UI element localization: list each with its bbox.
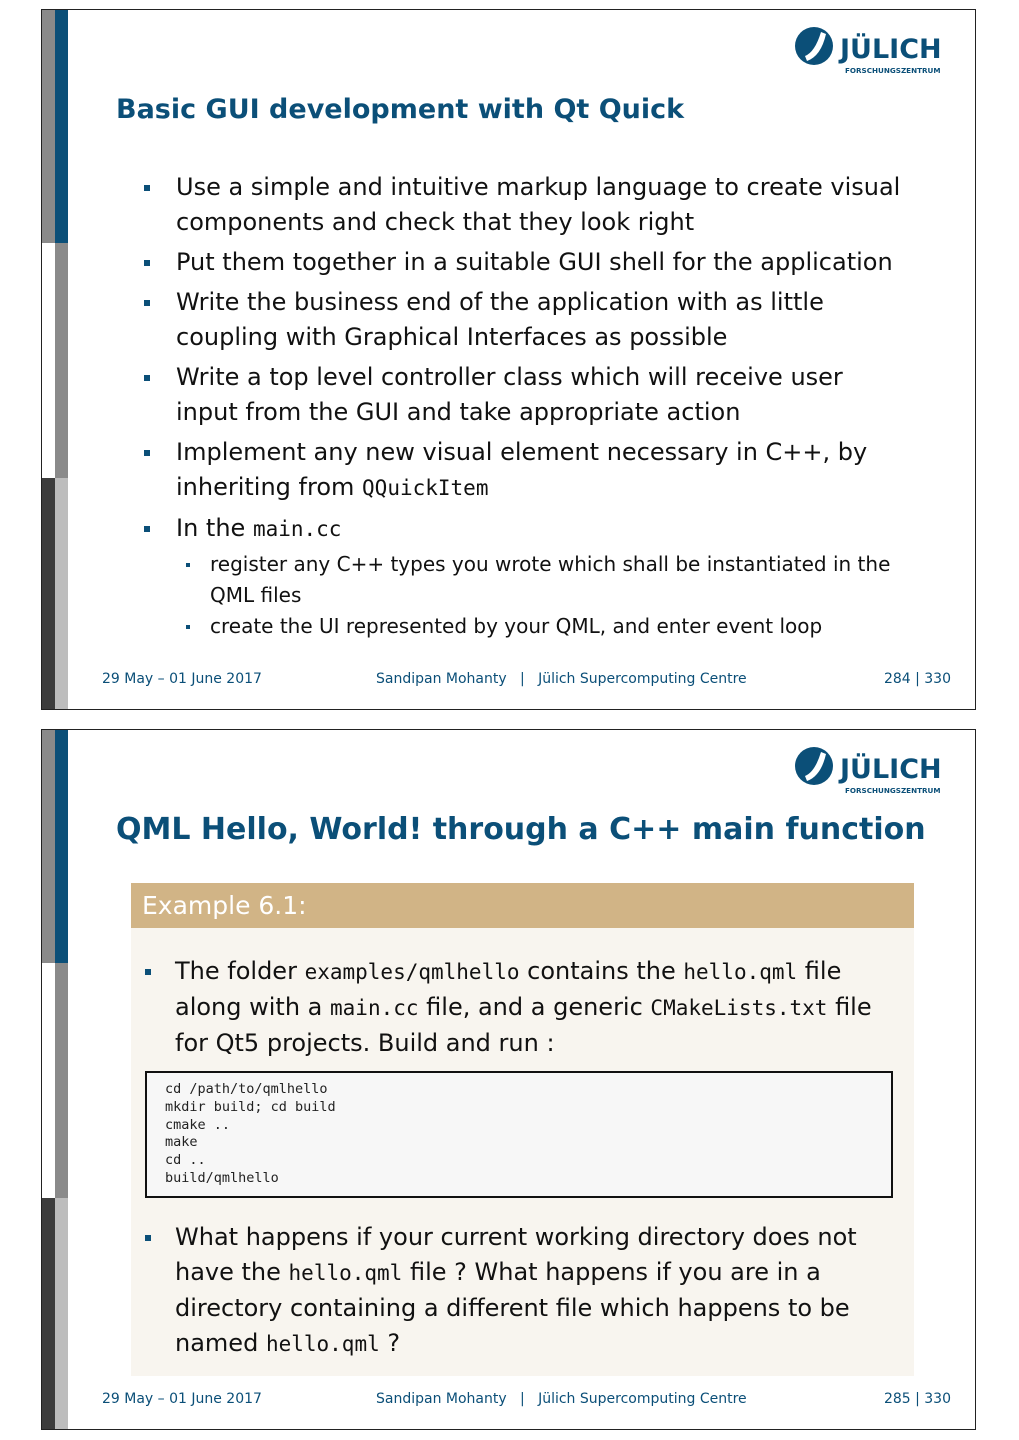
footer-date: 29 May – 01 June 2017 (102, 671, 262, 687)
logo-text: JÜLICH (840, 754, 942, 785)
code-line: make (165, 1134, 198, 1151)
slide-285 (41, 729, 976, 1430)
list-item: Use a simple and intuitive markup language to create visual components and check that they look right (144, 170, 904, 240)
code-inline: hello.qml (683, 960, 798, 984)
list-item: Write the business end of the application with as little coupling with Graphical Interfaces as possible (144, 285, 904, 355)
slide-title: QML Hello, World! through a C++ main function (116, 812, 926, 847)
logo-text: JÜLICH (840, 34, 942, 65)
list-item: In the main.cc register any C++ types you wrote which shall be instantiated in the QML files create the UI represented by your QML, and enter event loop (144, 511, 904, 642)
bullet-square-icon (145, 1235, 151, 1241)
code-inline: CMakeLists.txt (650, 996, 828, 1020)
side-bar-segment (55, 10, 68, 243)
code-line: build/qmlhello (165, 1169, 279, 1186)
logo-subtext: FORSCHUNGSZENTRUM (845, 786, 941, 795)
code-line: cmake .. (165, 1116, 231, 1133)
example-header: Example 6.1: (131, 883, 914, 928)
side-bar-segment (42, 730, 55, 963)
slide-footer (42, 671, 975, 691)
side-bar-segment (55, 963, 68, 1198)
list-item: Put them together in a suitable GUI shell for the application (144, 245, 904, 280)
slide-284 (41, 9, 976, 710)
bullet-square-icon (144, 526, 150, 532)
side-bar-segment (55, 243, 68, 478)
code-inline: QQuickItem (362, 476, 489, 500)
julich-logo (793, 22, 951, 76)
code-block (145, 1071, 893, 1198)
bullet-square-icon (144, 185, 150, 191)
sub-bullet-list (176, 549, 904, 642)
sub-bullet-square-icon (186, 625, 190, 629)
logo-emblem-icon (795, 747, 833, 785)
footer-author: Sandipan Mohanty | Jülich Supercomputing Centre (376, 671, 747, 687)
sub-list-item: register any C++ types you wrote which shall be instantiated in the QML files (176, 549, 904, 611)
bullet-square-icon (144, 375, 150, 381)
example-body (131, 928, 914, 1376)
code-inline: examples/qmlhello (304, 960, 520, 984)
logo-emblem-icon (795, 27, 833, 65)
side-bar-segment (55, 730, 68, 963)
logo-subtext: FORSCHUNGSZENTRUM (845, 66, 941, 75)
bullet-square-icon (145, 969, 151, 975)
side-bar-segment (42, 243, 55, 478)
code-line: mkdir build; cd build (165, 1098, 336, 1115)
list-item: What happens if your current working directory does not have the hello.qml file ? What happens if you are in a directory containing a different file which happens to be named hello.qml ? (145, 1220, 885, 1362)
bullet-square-icon (144, 300, 150, 306)
footer-date: 29 May – 01 June 2017 (102, 1391, 262, 1407)
sub-list-item: create the UI represented by your QML, and enter event loop (176, 611, 904, 642)
list-item: Implement any new visual element necessary in C++, by inheriting from QQuickItem (144, 435, 904, 506)
list-item: Write a top level controller class which will receive user input from the GUI and take appropriate action (144, 360, 904, 430)
footer-page-number: 284 | 330 (883, 671, 951, 687)
code-inline: hello.qml (265, 1331, 380, 1356)
code-inline: main.cc (252, 517, 342, 541)
footer-author: Sandipan Mohanty | Jülich Supercomputing Centre (376, 1391, 747, 1407)
bullet-square-icon (144, 450, 150, 456)
bullet-square-icon (144, 260, 150, 266)
side-bar-segment (42, 963, 55, 1198)
code-line: cd /path/to/qmlhello (165, 1081, 328, 1097)
bullet-list (145, 954, 885, 1362)
footer-page-number: 285 | 330 (883, 1391, 951, 1407)
code-inline: hello.qml (288, 1260, 403, 1285)
slide-footer (42, 1391, 975, 1411)
slide-title: Basic GUI development with Qt Quick (116, 94, 685, 125)
list-item: The folder examples/qmlhello contains the hello.qml file along with a main.cc file, and a generic CMakeLists.txt file for Qt5 projects. Build and run : cd /path/to/qmlhello mkdir build; cd build cmake .. make cd .. build/qmlhello (145, 954, 885, 1198)
side-bar-segment (42, 10, 55, 243)
bullet-list (144, 170, 904, 647)
julich-logo (793, 742, 951, 796)
sub-bullet-square-icon (186, 563, 190, 567)
code-inline: main.cc (330, 996, 419, 1020)
code-line: cd .. (165, 1152, 206, 1169)
